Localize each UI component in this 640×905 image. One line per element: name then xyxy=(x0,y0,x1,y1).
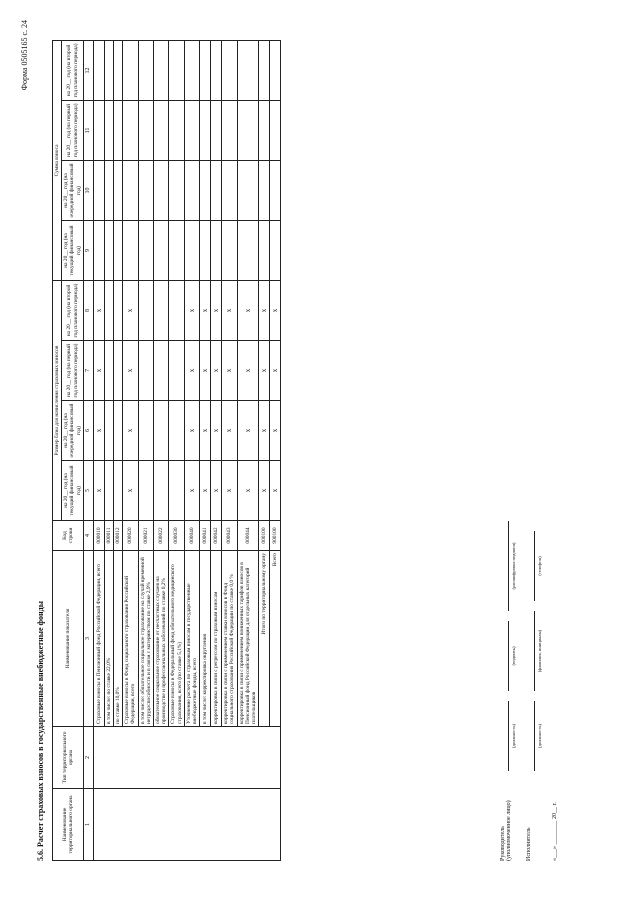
sum-value-cell[interactable] xyxy=(169,160,184,220)
indicator-name: Страховые взносы в Фонд социального страхования Российской Федерации, всего xyxy=(123,551,138,727)
indicator-name: корректировка в связи с применением пониженных тарифов взносов в Пенсионный фонд Российской Федерации для отдельных категорий плательщиков xyxy=(237,551,259,727)
base-value-cell[interactable] xyxy=(169,461,184,521)
sum-value-cell[interactable] xyxy=(93,220,104,280)
total-label: Всего xyxy=(270,551,281,727)
signature-block xyxy=(500,41,572,861)
sum-value-cell[interactable] xyxy=(138,220,153,280)
base-value-cell[interactable] xyxy=(104,280,113,340)
position-caption: (должность) xyxy=(511,723,516,749)
table-body xyxy=(93,40,281,860)
executor-row xyxy=(526,41,552,861)
base-value-cell[interactable] xyxy=(113,461,122,521)
sum-value-cell[interactable] xyxy=(169,220,184,280)
header-period: на 20__ год (на первый год планового периода) xyxy=(62,100,84,160)
header-row-code: Код строки xyxy=(53,521,84,551)
indicator-name: Уточнение расчета по страховым взносам в государственные внебюджетные фонды, всего xyxy=(184,551,199,727)
base-value-cell[interactable]: x xyxy=(259,461,270,521)
base-value-cell[interactable]: x xyxy=(184,280,199,340)
base-value-cell[interactable]: x xyxy=(270,461,281,521)
sum-value-cell[interactable] xyxy=(270,220,281,280)
sum-value-cell[interactable] xyxy=(211,100,222,160)
row-code: 000010 xyxy=(93,521,104,551)
sum-value-cell[interactable] xyxy=(123,220,138,280)
row-code: 000040 xyxy=(184,521,199,551)
header-org-type: Тип территориального органа xyxy=(53,727,84,789)
sum-value-cell[interactable] xyxy=(222,100,237,160)
head-signature-row xyxy=(500,41,526,861)
base-value-cell[interactable]: x xyxy=(123,401,138,461)
base-value-cell[interactable]: x xyxy=(211,401,222,461)
base-value-cell[interactable]: x xyxy=(222,401,237,461)
indicator-name: корректировка в связи с регрессом по страховым взносам xyxy=(211,551,222,727)
indicator-name: Страховые взносы в Пенсионный фонд Российской Федерации, всего xyxy=(93,551,104,727)
sum-value-cell[interactable] xyxy=(200,160,211,220)
sum-value-cell[interactable] xyxy=(259,160,270,220)
sum-value-cell[interactable] xyxy=(200,220,211,280)
column-number: 7 xyxy=(83,341,93,401)
sum-value-cell[interactable] xyxy=(211,160,222,220)
base-value-cell[interactable] xyxy=(153,401,168,461)
base-value-cell[interactable]: x xyxy=(237,461,259,521)
sum-value-cell[interactable] xyxy=(93,40,104,100)
section-title: 5.6. Расчет страховых взносов в государственные внебюджетные фонды xyxy=(36,601,45,861)
row-code: 000030 xyxy=(169,521,184,551)
sum-value-cell[interactable] xyxy=(138,100,153,160)
sum-value-cell[interactable] xyxy=(104,160,113,220)
column-number: 2 xyxy=(83,727,93,789)
position-line[interactable] xyxy=(508,701,509,771)
base-value-cell[interactable]: x xyxy=(259,280,270,340)
sum-value-cell[interactable] xyxy=(123,160,138,220)
base-value-cell[interactable] xyxy=(138,401,153,461)
executor-position-line[interactable] xyxy=(534,701,535,771)
executor-label: Исполнитель xyxy=(526,827,532,861)
base-value-cell[interactable] xyxy=(113,341,122,401)
base-value-cell[interactable]: x xyxy=(200,341,211,401)
base-value-cell[interactable]: x xyxy=(93,280,104,340)
base-value-cell[interactable] xyxy=(138,341,153,401)
base-value-cell[interactable] xyxy=(169,280,184,340)
sum-value-cell[interactable] xyxy=(184,160,199,220)
base-value-cell[interactable] xyxy=(113,280,122,340)
signature-decode-caption: (расшифровка подписи) xyxy=(511,542,516,590)
row-code: 000043 xyxy=(222,521,237,551)
sum-value-cell[interactable] xyxy=(153,160,168,220)
sum-value-cell[interactable] xyxy=(270,160,281,220)
row-code: 000021 xyxy=(138,521,153,551)
executor-position-caption: (должность) xyxy=(537,723,542,749)
sum-value-cell[interactable] xyxy=(184,40,199,100)
header-indicator: Наименование показателя xyxy=(53,551,84,727)
contributions-table xyxy=(52,40,281,861)
base-value-cell[interactable]: x xyxy=(259,341,270,401)
column-number: 11 xyxy=(83,100,93,160)
header-period: на 20__ год (на очередной финансовый год) xyxy=(62,401,84,461)
sum-value-cell[interactable] xyxy=(270,40,281,100)
sum-value-cell[interactable] xyxy=(123,100,138,160)
sum-value-cell[interactable] xyxy=(237,40,259,100)
row-code: 000020 xyxy=(123,521,138,551)
indicator-name: в том числе: обязательное социальное страхование на случай временной нетрудоспособности и в связи с материнством по ставке 2,9% xyxy=(138,551,153,727)
base-value-cell[interactable]: x xyxy=(270,401,281,461)
sum-value-cell[interactable] xyxy=(93,100,104,160)
base-value-cell[interactable]: x xyxy=(270,341,281,401)
sum-value-cell[interactable] xyxy=(138,40,153,100)
indicator-name: обязательное социальное страхование от несчастных случаев на производстве и профессиональных заболеваний по ставке 0,2% xyxy=(153,551,168,727)
column-number: 8 xyxy=(83,280,93,340)
base-value-cell[interactable] xyxy=(169,341,184,401)
sum-value-cell[interactable] xyxy=(270,100,281,160)
row-code: 000042 xyxy=(211,521,222,551)
sum-value-cell[interactable] xyxy=(104,40,113,100)
base-value-cell[interactable]: x xyxy=(211,461,222,521)
sum-value-cell[interactable] xyxy=(184,220,199,280)
table-row xyxy=(93,40,104,860)
header-row-top xyxy=(53,40,62,860)
column-number: 6 xyxy=(83,401,93,461)
base-value-cell[interactable]: x xyxy=(200,280,211,340)
sum-value-cell[interactable] xyxy=(184,100,199,160)
base-value-cell[interactable]: x xyxy=(211,280,222,340)
org-type-cell[interactable] xyxy=(93,727,281,789)
indicator-name: в том числе: корректировка округления xyxy=(200,551,211,727)
head-label: Руководитель (уполномоченное лицо) xyxy=(500,800,512,861)
signature-caption: (подпись) xyxy=(511,646,516,666)
row-code: 000012 xyxy=(113,521,122,551)
indicator-name: Страховые взносы в Федеральный фонд обязательного медицинского страхования, всего (по ставке 5,1%) xyxy=(169,551,184,727)
base-value-cell[interactable]: x xyxy=(222,461,237,521)
sum-value-cell[interactable] xyxy=(222,160,237,220)
base-value-cell[interactable]: x xyxy=(93,341,104,401)
sum-value-cell[interactable] xyxy=(211,220,222,280)
sum-value-cell[interactable] xyxy=(153,220,168,280)
base-value-cell[interactable] xyxy=(104,401,113,461)
header-period: на 20__ год (на текущий финансовый год) xyxy=(62,220,84,280)
base-value-cell[interactable]: x xyxy=(200,461,211,521)
date-text: «___» ________ 20__ г. xyxy=(552,802,558,861)
base-value-cell[interactable]: x xyxy=(184,401,199,461)
sum-value-cell[interactable] xyxy=(113,160,122,220)
base-value-cell[interactable]: x xyxy=(123,341,138,401)
base-value-cell[interactable] xyxy=(153,341,168,401)
row-code: 900100 xyxy=(270,521,281,551)
header-period: на 20__ год (на второй год планового периода) xyxy=(62,40,84,100)
executor-phone-line[interactable] xyxy=(534,531,535,601)
column-number: 9 xyxy=(83,220,93,280)
base-value-cell[interactable] xyxy=(169,401,184,461)
row-code: 000100 xyxy=(259,521,270,551)
sum-value-cell[interactable] xyxy=(259,40,270,100)
sum-value-cell[interactable] xyxy=(211,40,222,100)
header-period: на 20__ год (на второй год планового периода) xyxy=(62,280,84,340)
sum-value-cell[interactable] xyxy=(104,100,113,160)
base-value-cell[interactable]: x xyxy=(222,280,237,340)
sum-value-cell[interactable] xyxy=(104,220,113,280)
form-code: Форма 0505165 с. 24 xyxy=(20,20,29,91)
base-value-cell[interactable]: x xyxy=(184,461,199,521)
indicator-name: корректировка в связи с применением ставки взносов в Фонд социального страхования Российской Федерации по ставке 0,0 % xyxy=(222,551,237,727)
column-number: 12 xyxy=(83,40,93,100)
column-number: 10 xyxy=(83,160,93,220)
sum-value-cell[interactable] xyxy=(237,220,259,280)
row-code: 000011 xyxy=(104,521,113,551)
sum-value-cell[interactable] xyxy=(259,100,270,160)
sum-value-cell[interactable] xyxy=(93,160,104,220)
header-period: на 20__ год (на текущий финансовый год) xyxy=(62,461,84,521)
base-value-cell[interactable]: x xyxy=(237,401,259,461)
sum-value-cell[interactable] xyxy=(222,220,237,280)
column-number: 1 xyxy=(83,789,93,861)
base-value-cell[interactable]: x xyxy=(200,401,211,461)
header-period: на 20__ год (на первый год планового периода) xyxy=(62,341,84,401)
row-code: 000041 xyxy=(200,521,211,551)
sum-value-cell[interactable] xyxy=(153,40,168,100)
sum-value-cell[interactable] xyxy=(138,160,153,220)
executor-fio-caption: (фамилия, инициалы) xyxy=(537,629,542,673)
sum-value-cell[interactable] xyxy=(113,100,122,160)
sum-value-cell[interactable] xyxy=(200,40,211,100)
base-value-cell[interactable] xyxy=(153,280,168,340)
base-value-cell[interactable] xyxy=(113,401,122,461)
sum-value-cell[interactable] xyxy=(259,220,270,280)
sum-value-cell[interactable] xyxy=(113,220,122,280)
header-org-name: Наименование территориального органа xyxy=(53,789,84,861)
header-period: на 20__ год (на очередной финансовый год) xyxy=(62,160,84,220)
column-number-row xyxy=(83,40,93,860)
signature-decode-line[interactable] xyxy=(508,521,509,611)
base-value-cell[interactable]: x xyxy=(270,280,281,340)
sum-value-cell[interactable] xyxy=(237,100,259,160)
indicator-name: в том числе: по ставке 22,0% xyxy=(104,551,113,727)
indicator-name: по ставке 10,0% xyxy=(113,551,122,727)
base-value-cell[interactable]: x xyxy=(259,401,270,461)
base-value-cell[interactable] xyxy=(153,461,168,521)
org-name-cell[interactable] xyxy=(93,789,281,861)
base-value-cell[interactable] xyxy=(138,461,153,521)
base-value-cell[interactable]: x xyxy=(237,341,259,401)
sum-value-cell[interactable] xyxy=(169,100,184,160)
base-value-cell[interactable]: x xyxy=(237,280,259,340)
executor-phone-caption: (телефон) xyxy=(537,556,542,576)
base-value-cell[interactable]: x xyxy=(93,461,104,521)
sum-value-cell[interactable] xyxy=(169,40,184,100)
row-code: 000044 xyxy=(237,521,259,551)
base-value-cell[interactable] xyxy=(138,280,153,340)
sum-value-cell[interactable] xyxy=(222,40,237,100)
sum-value-cell[interactable] xyxy=(113,40,122,100)
signature-line[interactable] xyxy=(508,621,509,691)
header-sum-group: Сумма взноса xyxy=(53,40,62,280)
total-label: Итого по территориальному органу xyxy=(259,551,270,727)
sum-value-cell[interactable] xyxy=(200,100,211,160)
base-value-cell[interactable]: x xyxy=(222,341,237,401)
sum-value-cell[interactable] xyxy=(153,100,168,160)
row-code: 000022 xyxy=(153,521,168,551)
sum-value-cell[interactable] xyxy=(123,40,138,100)
header-base-group: Размер базы для начисления страховых взносов xyxy=(53,280,62,520)
column-number: 3 xyxy=(83,551,93,727)
sum-value-cell[interactable] xyxy=(237,160,259,220)
base-value-cell[interactable]: x xyxy=(211,341,222,401)
base-value-cell[interactable] xyxy=(104,341,113,401)
column-number: 5 xyxy=(83,461,93,521)
column-number: 4 xyxy=(83,521,93,551)
base-value-cell[interactable]: x xyxy=(184,341,199,401)
base-value-cell[interactable]: x xyxy=(123,280,138,340)
base-value-cell[interactable]: x xyxy=(123,461,138,521)
executor-fio-line[interactable] xyxy=(534,611,535,691)
base-value-cell[interactable] xyxy=(104,461,113,521)
date-row xyxy=(552,41,572,861)
base-value-cell[interactable]: x xyxy=(93,401,104,461)
